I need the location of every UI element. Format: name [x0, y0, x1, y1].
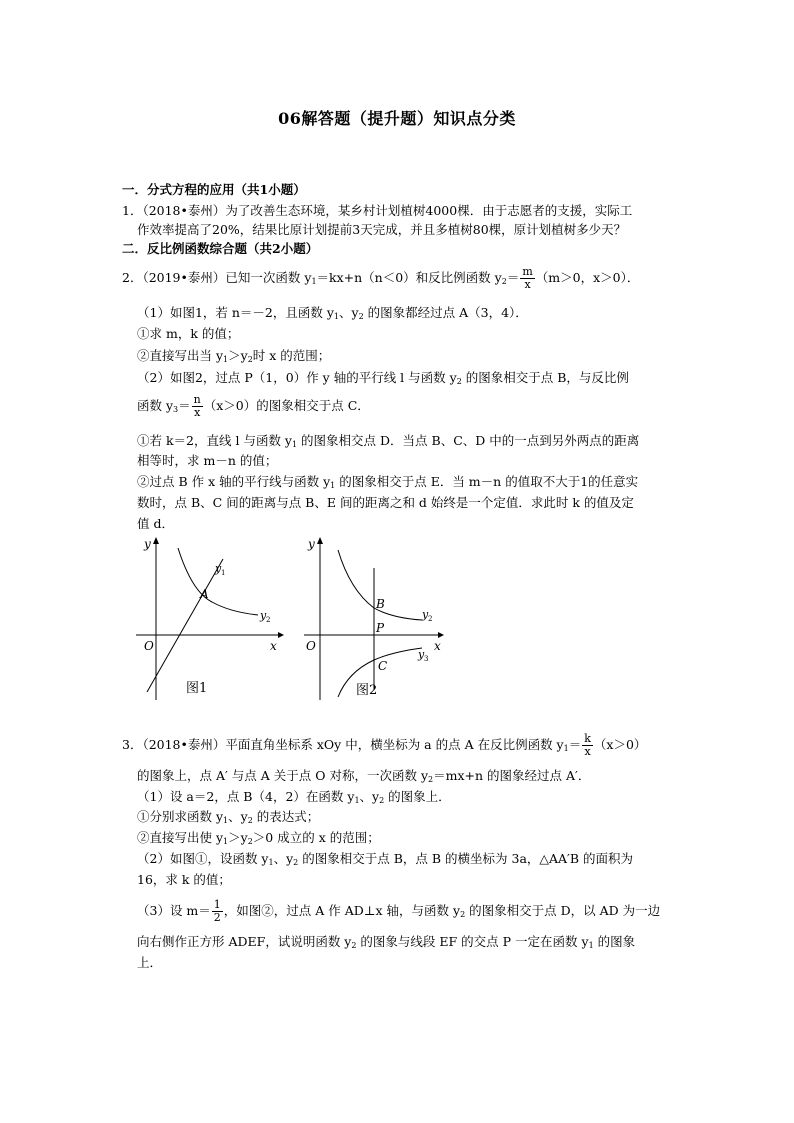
question-3-part-3-cont: 向右侧作正方形 ADEF，试说明函数 $y_2$ 的图象与线段 EF 的交点 P 一定在函数 $y_1$ 的图象	[137, 934, 636, 950]
fig1-label-origin: O	[144, 639, 154, 653]
fig1-label-x: x	[270, 639, 277, 653]
question-3-part-2: （2）如图①，设函数 $y_1$、$y_2$ 的图象相交于点 B，点 B 的横坐标为 3a，△AA′B 的面积为	[137, 851, 634, 867]
fraction-m-over-x: $\frac{m}{x}$	[522, 265, 533, 291]
fig2-label-y3-sub: 3	[424, 655, 429, 663]
fig1-label-y2: y	[260, 609, 267, 622]
question-3-line-2: 的图象上，点 A′ 与点 A 关于点 O 对称，一次函数 $y_2=mx+n$ 的图象经过点 A′．	[137, 768, 591, 784]
page-title: 06解答题（提升题）知识点分类	[278, 109, 516, 128]
question-3-part-1-i: ①分别求函数 $y_1$、$y_2$ 的表达式；	[137, 809, 320, 825]
fig1-x-arrow	[278, 632, 284, 638]
fig2-label-y2: y	[422, 608, 429, 621]
fig1-caption: 图1	[186, 681, 208, 696]
question-2-part-2-ii-end: 值 d．	[137, 516, 174, 531]
fig2-label-b: B	[376, 597, 385, 611]
question-2-part-2-ii: ②过点 B 作 x 轴的平行线与函数 $y_1$ 的图象相交于点 E．当 m－n 的值取不大于1的任意实	[137, 474, 639, 490]
section-heading-2: 二．反比例函数综合题（共2小题）	[122, 241, 319, 256]
fig2-label-x: x	[434, 639, 441, 653]
figure-1	[130, 532, 290, 702]
question-2-part-2-cont: 函数 $y_3=$ $\frac{n}{x}$ （x＞0）的图象相交于点 C．	[137, 393, 370, 419]
fig2-label-c: C	[378, 659, 388, 673]
fig1-label-y1-sub: 1	[221, 569, 226, 577]
fig2-label-y2-sub: 2	[428, 615, 433, 623]
fig1-curve-y2	[178, 548, 258, 615]
question-2-part-1: （1）如图1，若 n＝－2，且函数 $y_1$、$y_2$ 的图象都经过点 A（3，4）．	[137, 305, 528, 321]
fig1-line-y1	[147, 559, 226, 692]
question-2-part-1-i: ①求 m，k 的值；	[137, 326, 240, 341]
question-2-part-2-i: ①若 k＝2，直线 l 与函数 $y_1$ 的图象相交点 D．当点 B、C、D 中的一点到另外两点的距离	[137, 433, 640, 449]
question-2-part-2-ii-cont: 数时，点 B、C 间的距离与点 B、E 间的距离之和 d 始终是一个定值．求此时 k 的值及定	[137, 495, 634, 510]
fig1-label-a: A	[200, 587, 209, 601]
question-1-line-1: 1．（2018•泰州）为了改善生态环境，某乡村计划植树4000棵．由于志愿者的支援，实际工	[122, 203, 633, 218]
question-2-intro: 2．（2019•泰州）已知一次函数 $y_1=kx+n(n<0)$和反比例函数 $y_2=$ $\frac{m}{x}$ （m＞0，x＞0）．	[122, 265, 640, 291]
fig1-label-y2-sub: 2	[266, 616, 271, 624]
fraction-one-half: $\frac{1}{2}$	[213, 898, 221, 924]
fig1-label-y: y	[144, 537, 151, 551]
fraction-k-over-x: $\frac{k}{x}$	[584, 732, 591, 758]
question-2-part-2-i-cont: 相等时，求 m－n 的值；	[137, 453, 278, 468]
fig2-label-origin: O	[306, 639, 316, 653]
question-1-line-2: 作效率提高了20%，结果比原计划提前3天完成，并且多植树80棵，原计划植树多少天？	[137, 222, 627, 237]
fig1-y-arrow	[153, 537, 159, 544]
fig2-label-y3: y	[418, 648, 425, 661]
fig2-y-arrow	[317, 537, 323, 544]
fig1-label-y1: y	[215, 562, 222, 575]
question-3-part-3: （3）设 m＝ $\frac{1}{2}$ ，如图②，过点 A 作 AD⊥x 轴，与函数 $y_2$ 的图象相交于点 D，以 AD 为一边	[137, 898, 661, 924]
figure-2	[300, 532, 450, 702]
fig2-x-arrow	[438, 632, 444, 638]
question-3-part-1-ii: ②直接写出使 $y_1>y_2>0$ 成立的 x 的范围；	[137, 830, 380, 846]
fig2-caption: 图2	[356, 683, 378, 698]
question-3-part-2-cont: 16，求 k 的值；	[137, 872, 231, 887]
fig2-label-y: y	[308, 537, 315, 551]
fig2-label-p: P	[376, 621, 385, 635]
question-3-intro: 3．（2018•泰州）平面直角坐标系 xOy 中，横坐标为 a 的点 A 在反比例函数 $y_1=$ $\frac{k}{x}$ （x＞0）	[122, 732, 647, 758]
section-heading-1: 一．分式方程的应用（共1小题）	[122, 182, 306, 197]
question-2-part-2: （2）如图2，过点 P（1，0）作 y 轴的平行线 l 与函数 $y_2$ 的图象相交于点 B，与反比例	[137, 370, 629, 386]
question-3-part-1: （1）设 a＝2，点 B（4，2）在函数 $y_1$、$y_2$ 的图象上．	[137, 789, 451, 805]
question-2-part-1-ii: ②直接写出当 $y_1>y_2$时 x 的范围；	[137, 348, 331, 364]
question-3-part-3-end: 上．	[137, 955, 163, 970]
fraction-n-over-x: $\frac{n}{x}$	[193, 393, 201, 419]
